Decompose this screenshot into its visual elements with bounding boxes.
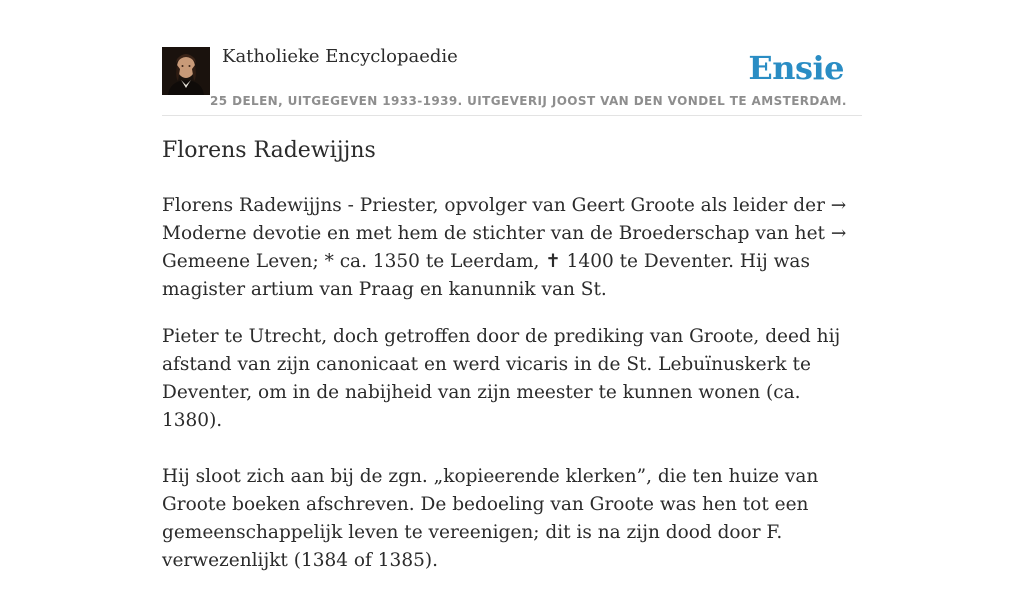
source-title[interactable]: Katholieke Encyclopaedie bbox=[222, 46, 458, 67]
source-subtitle: 25 DELEN, UITGEGEVEN 1933-1939. UITGEVERIJ JOOST VAN DEN VONDEL TE AMSTERDAM. bbox=[210, 94, 847, 108]
article-body bbox=[162, 192, 862, 594]
article-paragraph: Pieter te Utrecht, doch getroffen door de prediking van Groote, deed hij afstand van zijn canonicaat en werd vicaris in de St. Lebuïnuskerk te Deventer, om in de nabijheid van zijn meester te kunnen wonen (ca. 1380). bbox=[162, 326, 841, 431]
article-title: Florens Radewijjns bbox=[162, 138, 376, 163]
brand-logo-link[interactable]: Ensie bbox=[748, 49, 844, 87]
article-paragraph: Florens Radewijjns - Priester, opvolger van Geert Groote als leider der → Moderne devotie en met hem de stichter van de Broederschap van het → Gemeene Leven; * ca. 1350 te Leerdam, ✝ 1400 te Deventer. Hij was magister artium van Praag en kanunnik van St. bbox=[162, 195, 847, 300]
article-paragraph: Hij sloot zich aan bij de zgn. „kopieerende klerken”, die ten huize van Groote boeken afschreven. De bedoeling van Groote was hen tot een gemeenschappelijk leven te vereenigen; dit is na zijn dood door F. verwezenlijkt (1384 of 1385). bbox=[162, 466, 819, 571]
portrait-avatar-icon[interactable] bbox=[162, 47, 210, 95]
source-header bbox=[162, 44, 862, 116]
